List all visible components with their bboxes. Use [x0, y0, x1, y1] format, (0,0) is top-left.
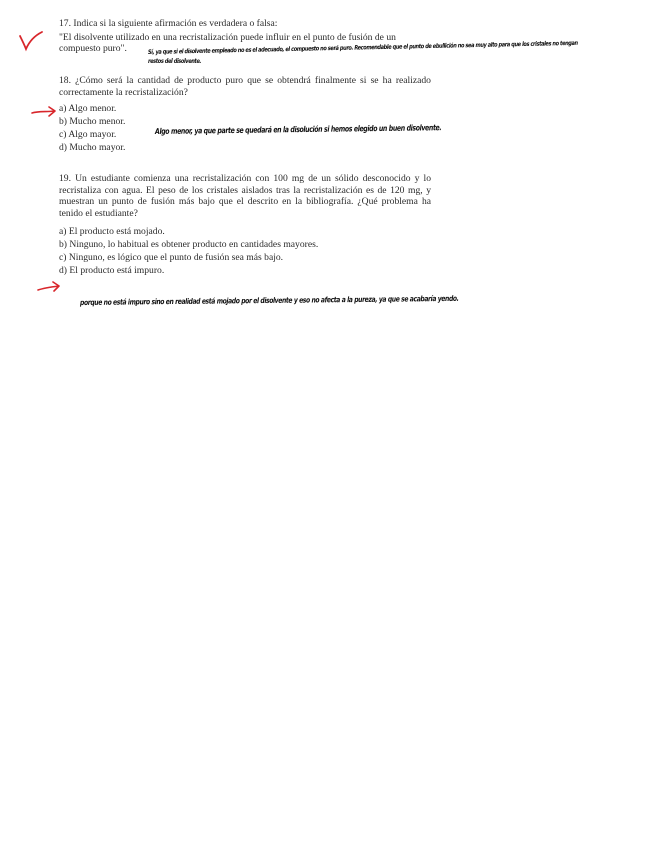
options-list: [59, 225, 431, 277]
question-stem: Un estudiante comienza una recristalización con 100 mg de un sólido desconocido y lo recristaliza con agua. El peso de los cristales aislados tras la recristalización es de 120 mg, y muestran un punto de fusión más bajo que el descrito en la bibliografía. ¿Qué problema ha tenido el estudiante?: [59, 173, 431, 219]
arrow-right-icon: [36, 281, 62, 295]
option-c: c) Ninguno, es lógico que el punto de fusión sea más bajo.: [59, 252, 284, 264]
question-18: [59, 75, 431, 154]
option-c: c) Algo mayor.: [59, 129, 117, 141]
arrow-right-icon: [30, 105, 58, 119]
handwritten-answer-18: Algo menor, ya que parte se quedará en la disolución si hemos elegido un buen disolvente.: [154, 123, 442, 136]
option-a: a) El producto está mojado.: [59, 226, 165, 238]
question-quote: "El disolvente utilizado en una recristalización puede influir en el punto de fusión de un compuesto puro".: [59, 31, 396, 55]
question-number: 17.: [59, 18, 71, 29]
option-d: d) El producto está impuro.: [59, 265, 165, 277]
option-b: b) Mucho menor.: [59, 116, 126, 128]
question-19: [59, 173, 431, 277]
question-stem: Indica si la siguiente afirmación es verdadera o falsa:: [73, 18, 278, 29]
option-a: a) Algo menor.: [59, 103, 117, 115]
checkmark-icon: [18, 30, 44, 52]
question-number: 19.: [59, 173, 71, 184]
handwritten-answer-19: porque no está impuro sino en realidad está mojado por el disolvente y eso no afecta a la pureza, ya que se acabaría yendo.: [79, 293, 459, 307]
option-b: b) Ninguno, lo habitual es obtener producto en cantidades mayores.: [59, 239, 319, 251]
option-d: d) Mucho mayor.: [59, 142, 126, 154]
question-number: 18.: [59, 75, 71, 86]
question-stem: ¿Cómo será la cantidad de producto puro que se obtendrá finalmente si se ha realizado correctamente la recristalización?: [59, 75, 431, 98]
handwritten-answer-17-cont: restos del disolvente.: [148, 58, 201, 65]
handwritten-answer-17: Sí, ya que si el disolvente empleado no es el adecuado, el compuesto no será puro. Recomendable que el punto de ebullición no sea muy alto para que los cristales no tengan: [147, 39, 578, 56]
